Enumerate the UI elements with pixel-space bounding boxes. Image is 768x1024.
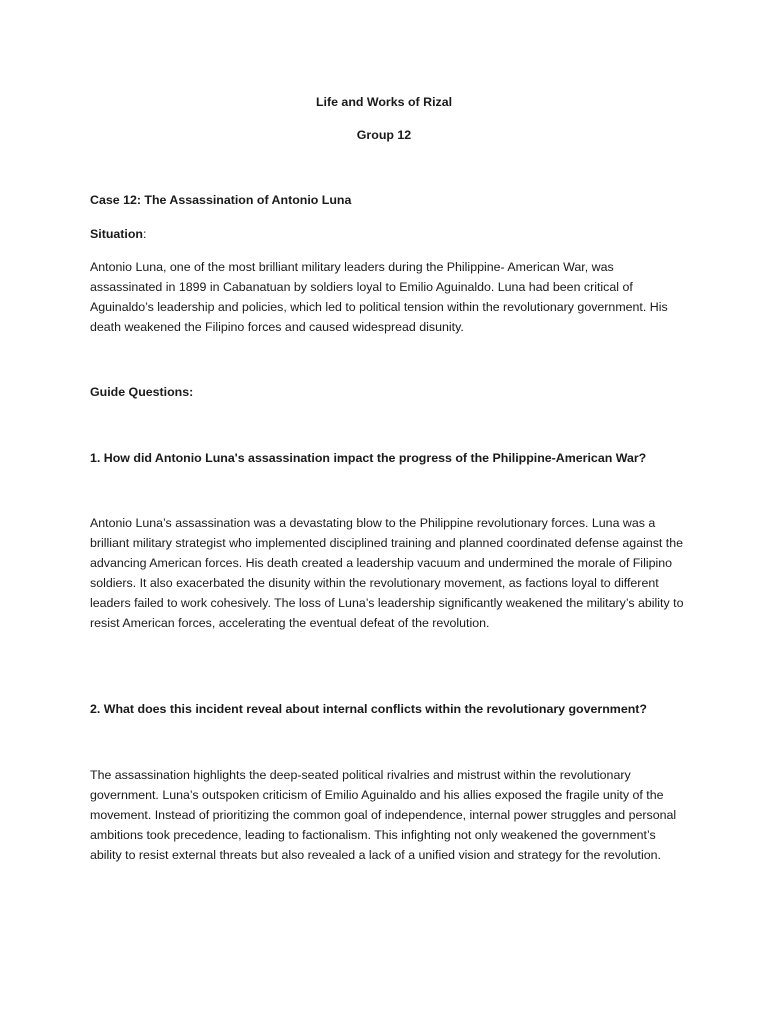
answer-1: Antonio Luna’s assassination was a devastating blow to the Philippine revolutionary forces. Luna was a brilliant military strategist who implemented disciplined training and planned coordinated defense against the advancing American forces. His death created a leadership vacuum and undermined the morale of Filipino soldiers. It also exacerbated the disunity within the revolutionary movement, as factions loyal to different leaders failed to work cohesively. The loss of Luna’s leadership significantly weakened the military’s ability to resist American forces, accelerating the eventual defeat of the revolution. xyxy=(90,516,684,631)
course-title: Life and Works of Rizal xyxy=(315,95,453,109)
situation-label: Situation xyxy=(90,227,143,241)
question-1: 1. How did Antonio Luna's assassination impact the progress of the Philippine-American War? xyxy=(90,451,647,465)
situation-heading xyxy=(90,224,686,244)
guide-questions-heading: Guide Questions: xyxy=(90,385,194,399)
question-2: 2. What does this incident reveal about internal conflicts within the revolutionary government? xyxy=(90,702,647,716)
situation-paragraph: Antonio Luna, one of the most brilliant military leaders during the Philippine- American War, was assassinated in 1899 in Cabanatuan by soldiers loyal to Emilio Aguinaldo. Luna had been critical of Aguinaldo’s leadership and policies, which led to political tension within the revolutionary government. His death weakened the Filipino forces and caused widespread disunity. xyxy=(90,260,668,335)
answer-2: The assassination highlights the deep-seated political rivalries and mistrust within the revolutionary government. Luna’s outspoken criticism of Emilio Aguinaldo and his allies exposed the fragile unity of the movement. Instead of prioritizing the common goal of independence, internal power struggles and personal ambitions took precedence, leading to factionalism. This infighting not only weakened the government’s ability to resist external threats but also revealed a lack of a unified vision and strategy for the revolution. xyxy=(90,768,677,863)
group-label: Group 12 xyxy=(356,128,412,142)
situation-colon: : xyxy=(143,227,147,241)
case-title: Case 12: The Assassination of Antonio Luna xyxy=(90,193,352,207)
